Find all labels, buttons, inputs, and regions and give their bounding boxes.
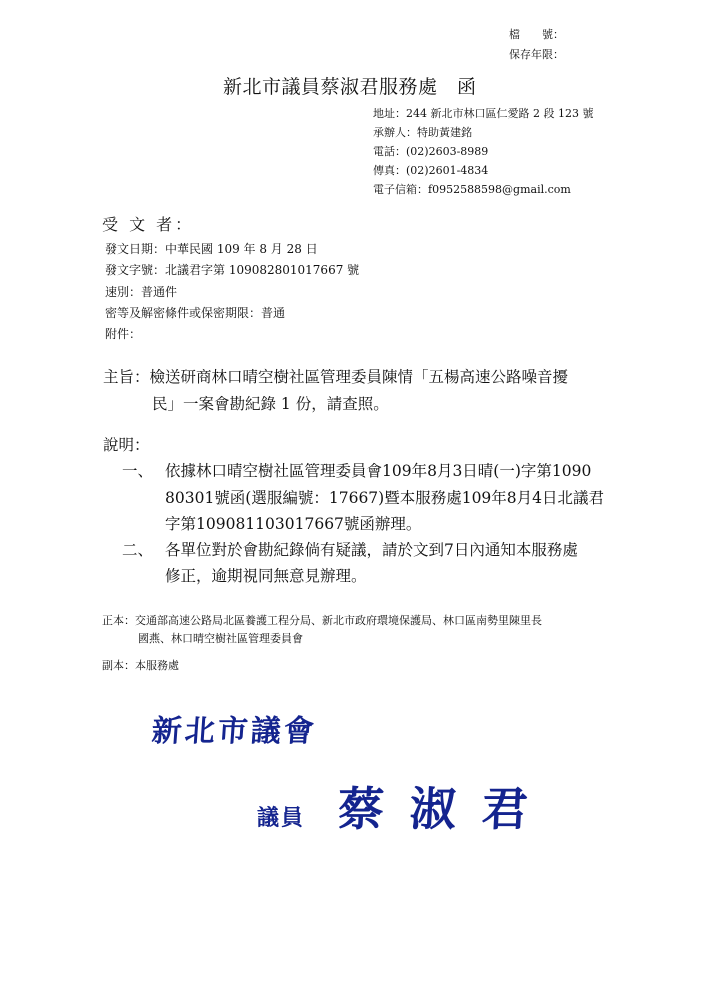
councilor-name-seal: 蔡淑君 bbox=[336, 782, 556, 836]
contact-address: 地址：244 新北市林口區仁愛路 2 段 123 號 bbox=[373, 107, 594, 120]
council-seal-text: 新北市議會 bbox=[150, 714, 318, 749]
contact-phone: 電話：(02)2603-8989 bbox=[373, 145, 489, 158]
councilor-title-seal: 議員 bbox=[257, 805, 306, 831]
explanation-item-line: 修正，逾期視同無意見辦理。 bbox=[165, 567, 367, 585]
contact-fax: 傳真：(02)2601-4834 bbox=[373, 164, 489, 177]
explanation-item-number: 一、 bbox=[122, 462, 154, 480]
explanation-item-number: 二、 bbox=[122, 541, 154, 559]
issue-date: 發文日期：中華民國 109 年 8 月 28 日 bbox=[105, 242, 318, 256]
recipient-label: 受 文 者： bbox=[102, 215, 195, 234]
delivery-speed: 速別：普通件 bbox=[105, 285, 178, 299]
security-level: 密等及解密條件或保密期限：普通 bbox=[105, 306, 286, 320]
document-title: 新北市議員蔡淑君服務處 函 bbox=[223, 76, 477, 98]
explanation-item-line: 字第109081103017667號函辦理。 bbox=[165, 515, 422, 533]
explanation-item-line: 各單位對於會勘紀錄倘有疑議，請於文到7日內通知本服務處 bbox=[165, 541, 578, 559]
contact-handler: 承辦人：特助黃建銘 bbox=[373, 126, 472, 139]
file-number-label: 檔 號： bbox=[509, 28, 564, 41]
original-recipients-line-2: 國燕、林口晴空樹社區管理委員會 bbox=[138, 632, 303, 645]
explanation-item-line: 依據林口晴空樹社區管理委員會109年8月3日晴(一)字第1090 bbox=[165, 462, 592, 480]
retention-label: 保存年限： bbox=[509, 48, 564, 61]
explanation-item-line: 80301號函(選服編號：17667)暨本服務處109年8月4日北議君 bbox=[165, 489, 605, 507]
original-recipients-line-1: 正本：交通部高速公路局北區養護工程分局、新北市政府環境保護局、林口區南勢里陳里長 bbox=[102, 614, 542, 627]
explanation-label: 說明： bbox=[103, 436, 150, 454]
contact-email: 電子信箱：f0952588598@gmail.com bbox=[373, 183, 571, 196]
attachment-label: 附件： bbox=[105, 327, 142, 341]
document-number: 發文字號：北議君字第 109082801017667 號 bbox=[105, 263, 360, 277]
copy-recipients: 副本：本服務處 bbox=[102, 659, 179, 672]
subject-line-1: 主旨：檢送研商林口晴空樹社區管理委員陳情「五楊高速公路噪音擾 bbox=[103, 368, 569, 386]
subject-line-2: 民」一案會勘紀錄 1 份，請查照。 bbox=[152, 395, 389, 413]
